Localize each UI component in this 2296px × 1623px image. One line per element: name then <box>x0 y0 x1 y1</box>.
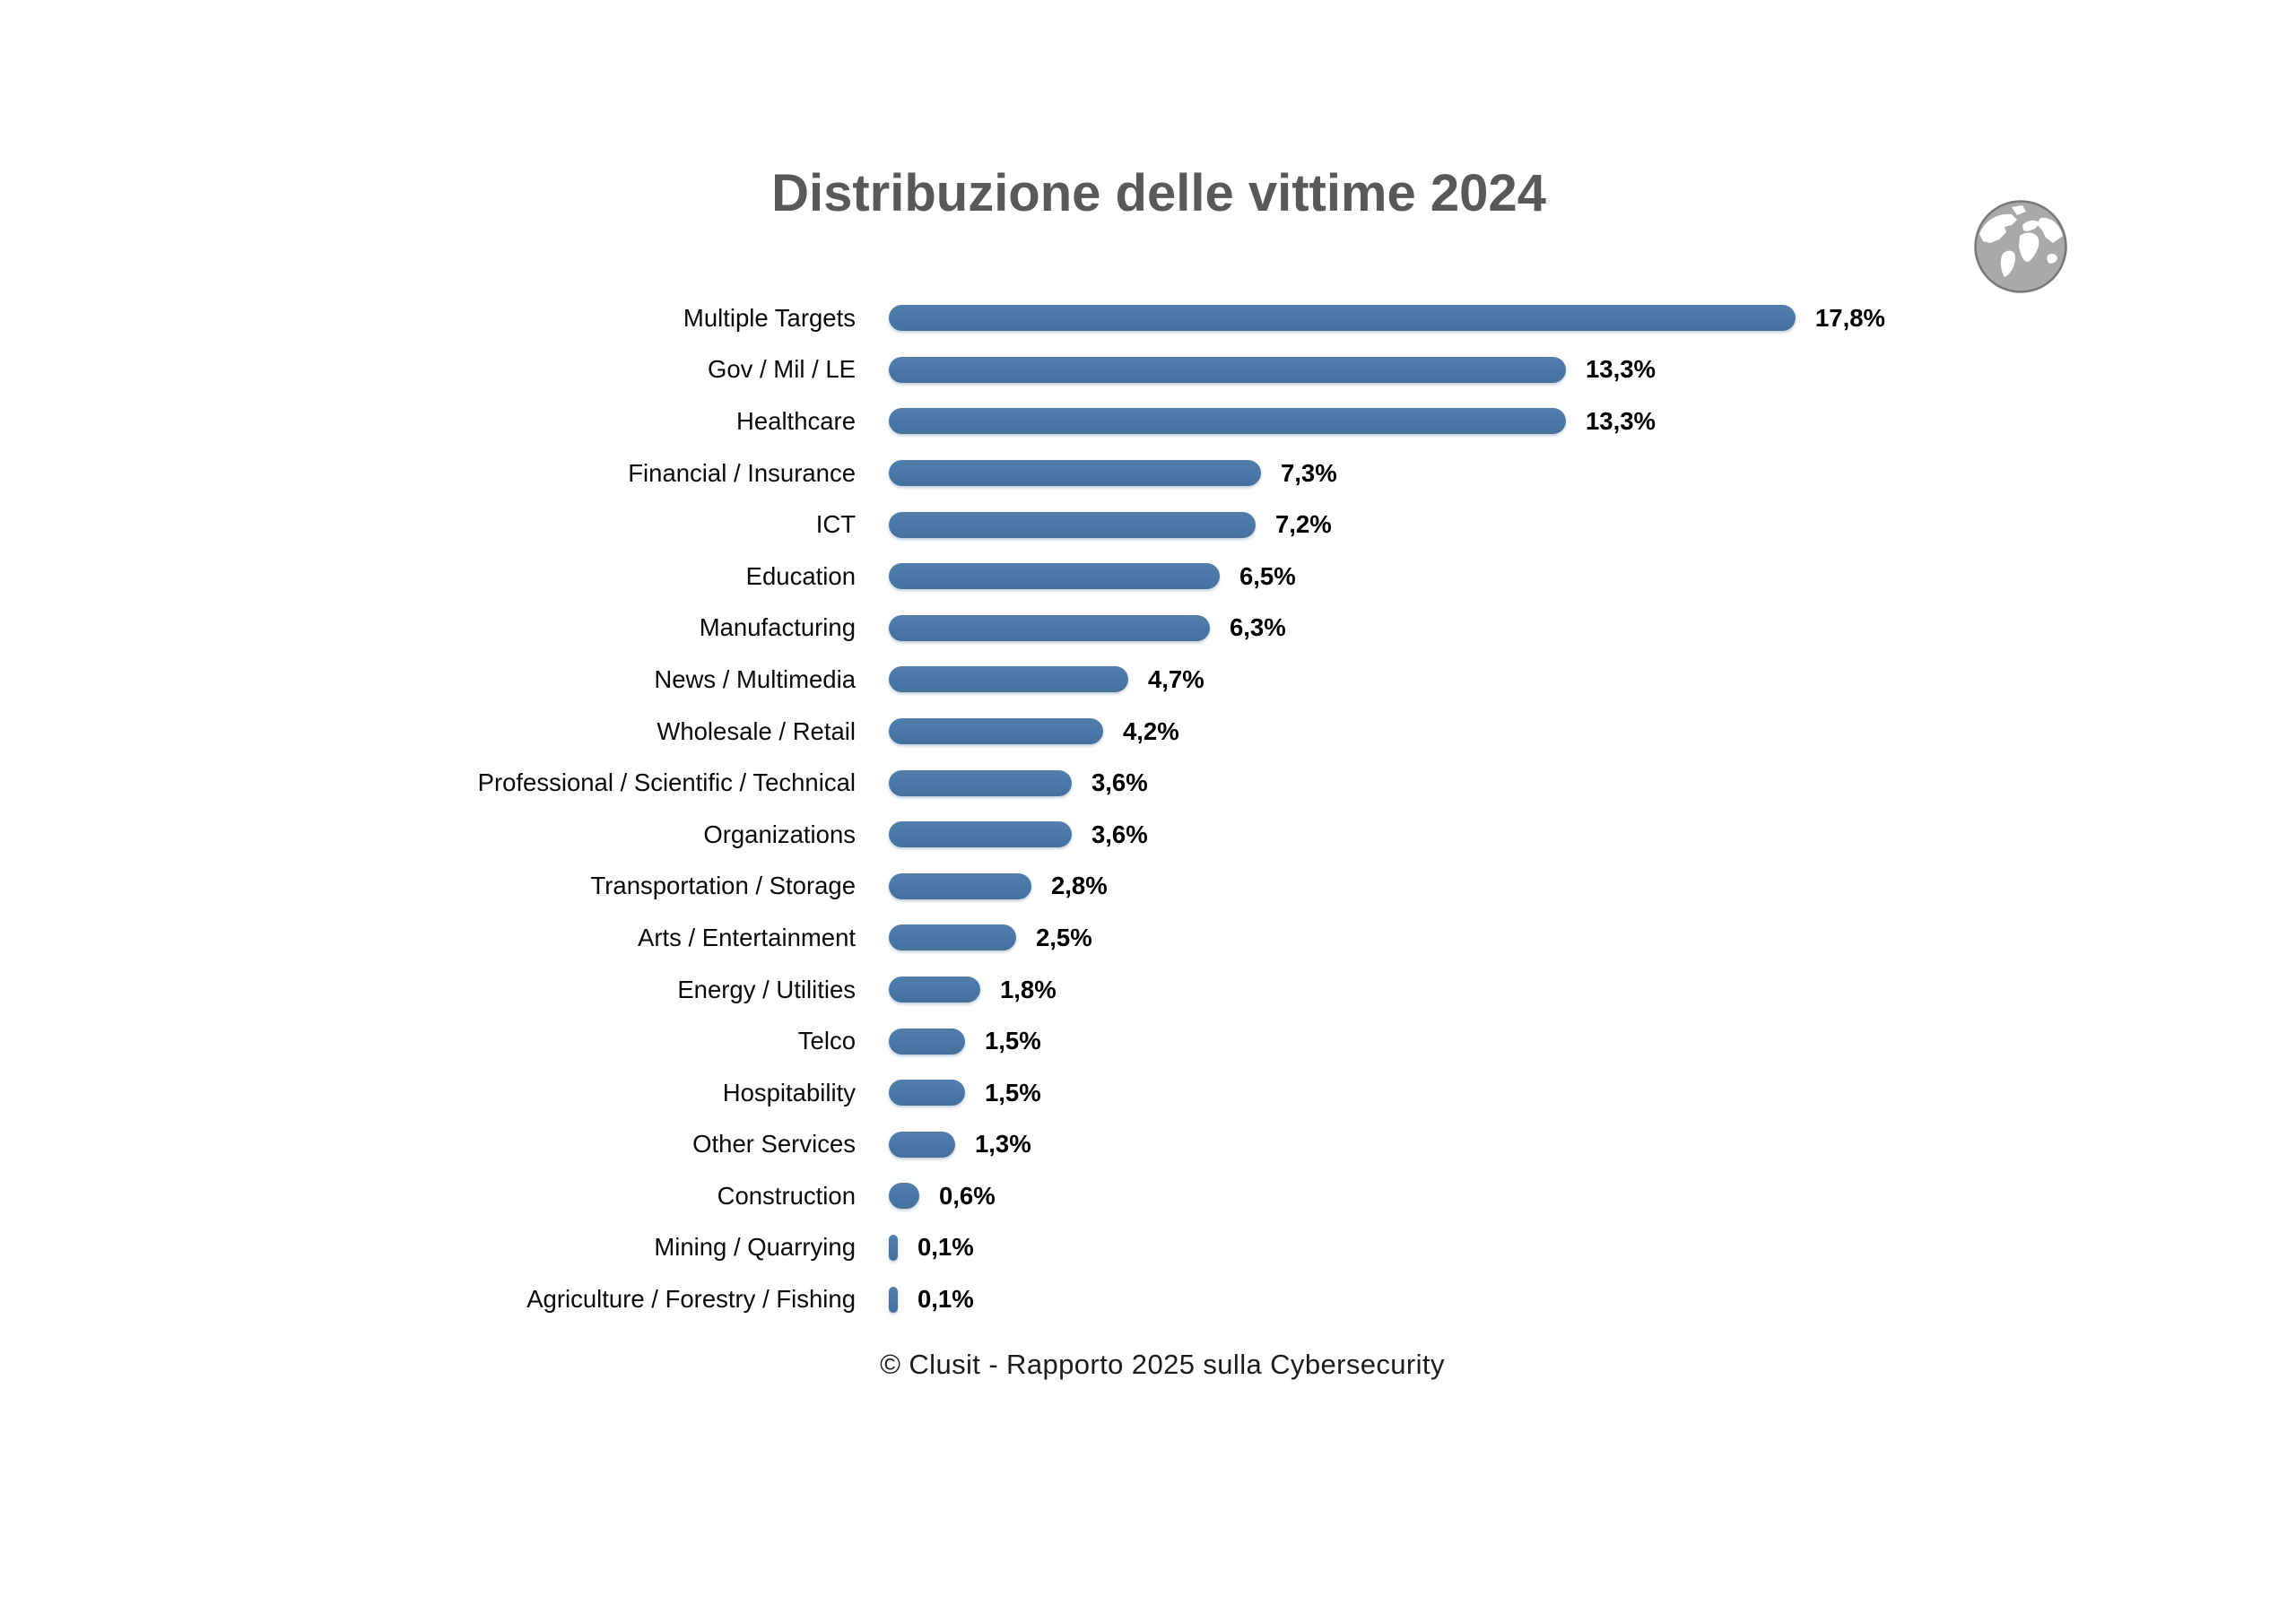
bar <box>889 924 1016 950</box>
chart-row <box>0 292 2296 344</box>
category-label: Construction <box>717 1181 856 1210</box>
bar-track <box>889 613 1286 642</box>
value-label: 6,5% <box>1239 561 1296 590</box>
category-label: Other Services <box>692 1130 856 1159</box>
chart-row <box>0 1067 2296 1119</box>
category-label: Manufacturing <box>699 613 856 642</box>
bar <box>889 512 1256 538</box>
bar <box>889 718 1103 744</box>
bar-track <box>889 976 1057 1004</box>
value-label: 4,2% <box>1123 716 1179 745</box>
category-label: ICT <box>815 510 856 539</box>
chart-row <box>0 603 2296 655</box>
category-label: Hospitability <box>722 1078 856 1107</box>
category-label: Organizations <box>703 820 856 848</box>
bar-track <box>889 717 1179 746</box>
bar <box>889 1183 919 1209</box>
bar <box>889 357 1566 383</box>
value-label: 1,3% <box>975 1130 1031 1159</box>
bar-track <box>889 924 1092 952</box>
bar-track <box>889 304 1885 333</box>
bar <box>889 821 1072 847</box>
source-caption: © Clusit - Rapporto 2025 sulla Cybersecurity <box>880 1349 1445 1380</box>
value-label: 3,6% <box>1091 768 1148 797</box>
chart-title: Distribuzione delle vittime 2024 <box>771 164 1546 222</box>
bar-track <box>889 1130 1031 1159</box>
bar-chart <box>0 292 2296 1325</box>
category-label: Multiple Targets <box>683 303 856 332</box>
value-label: 13,3% <box>1586 355 1656 384</box>
category-label: Arts / Entertainment <box>637 923 856 951</box>
chart-row <box>0 964 2296 1016</box>
chart-row <box>0 1170 2296 1222</box>
chart-row <box>0 447 2296 499</box>
chart-row <box>0 344 2296 396</box>
category-label: Wholesale / Retail <box>657 716 856 745</box>
value-label: 1,8% <box>1000 975 1057 1003</box>
category-label: Financial / Insurance <box>628 458 856 487</box>
value-label: 0,1% <box>918 1285 974 1314</box>
chart-row <box>0 395 2296 447</box>
bar <box>889 1235 898 1261</box>
value-label: 2,8% <box>1051 872 1108 900</box>
value-label: 17,8% <box>1815 303 1885 332</box>
globe-icon <box>1972 198 2069 295</box>
category-label: Gov / Mil / LE <box>707 355 856 384</box>
value-label: 6,3% <box>1230 613 1286 642</box>
bar <box>889 408 1566 434</box>
bar <box>889 1132 955 1158</box>
chart-row <box>0 706 2296 758</box>
bar-track <box>889 1027 1041 1055</box>
value-label: 3,6% <box>1091 820 1148 848</box>
value-label: 0,6% <box>939 1181 996 1210</box>
bar <box>889 615 1210 641</box>
category-label: Energy / Utilities <box>677 975 856 1003</box>
chart-row <box>0 861 2296 913</box>
chart-row <box>0 757 2296 809</box>
value-label: 2,5% <box>1036 923 1092 951</box>
category-label: Professional / Scientific / Technical <box>477 768 856 797</box>
bar-track <box>889 1233 974 1262</box>
bar-track <box>889 407 1656 436</box>
bar <box>889 1287 898 1313</box>
bar-track <box>889 562 1296 591</box>
bar <box>889 873 1031 899</box>
bar <box>889 1028 965 1055</box>
value-label: 7,2% <box>1275 510 1332 539</box>
category-label: Healthcare <box>736 406 856 435</box>
bar-track <box>889 768 1148 797</box>
bar <box>889 305 1796 331</box>
value-label: 4,7% <box>1148 664 1205 693</box>
chart-row <box>0 1119 2296 1171</box>
chart-row <box>0 1273 2296 1325</box>
bar <box>889 976 980 1002</box>
value-label: 7,3% <box>1281 458 1337 487</box>
chart-row <box>0 551 2296 603</box>
value-label: 13,3% <box>1586 406 1656 435</box>
bar-track <box>889 1182 996 1211</box>
category-label: Agriculture / Forestry / Fishing <box>526 1285 856 1314</box>
chart-row <box>0 912 2296 964</box>
chart-row <box>0 499 2296 551</box>
category-label: Education <box>745 561 856 590</box>
bar-track <box>889 355 1656 384</box>
bar-track <box>889 665 1205 694</box>
bar-track <box>889 1285 974 1314</box>
bar <box>889 666 1128 692</box>
bar-track <box>889 872 1108 900</box>
value-label: 1,5% <box>985 1027 1041 1055</box>
bar <box>889 563 1220 589</box>
bar <box>889 1080 965 1106</box>
bar-track <box>889 459 1337 488</box>
bar-track <box>889 510 1332 539</box>
category-label: Mining / Quarrying <box>654 1233 856 1262</box>
category-label: Transportation / Storage <box>590 872 856 900</box>
bar <box>889 770 1072 796</box>
chart-row <box>0 654 2296 706</box>
chart-row <box>0 1015 2296 1067</box>
category-label: News / Multimedia <box>654 664 856 693</box>
bar-track <box>889 820 1148 849</box>
value-label: 0,1% <box>918 1233 974 1262</box>
chart-row <box>0 1222 2296 1274</box>
bar-track <box>889 1079 1041 1107</box>
bar <box>889 460 1261 486</box>
value-label: 1,5% <box>985 1078 1041 1107</box>
category-label: Telco <box>797 1027 856 1055</box>
chart-row <box>0 809 2296 861</box>
